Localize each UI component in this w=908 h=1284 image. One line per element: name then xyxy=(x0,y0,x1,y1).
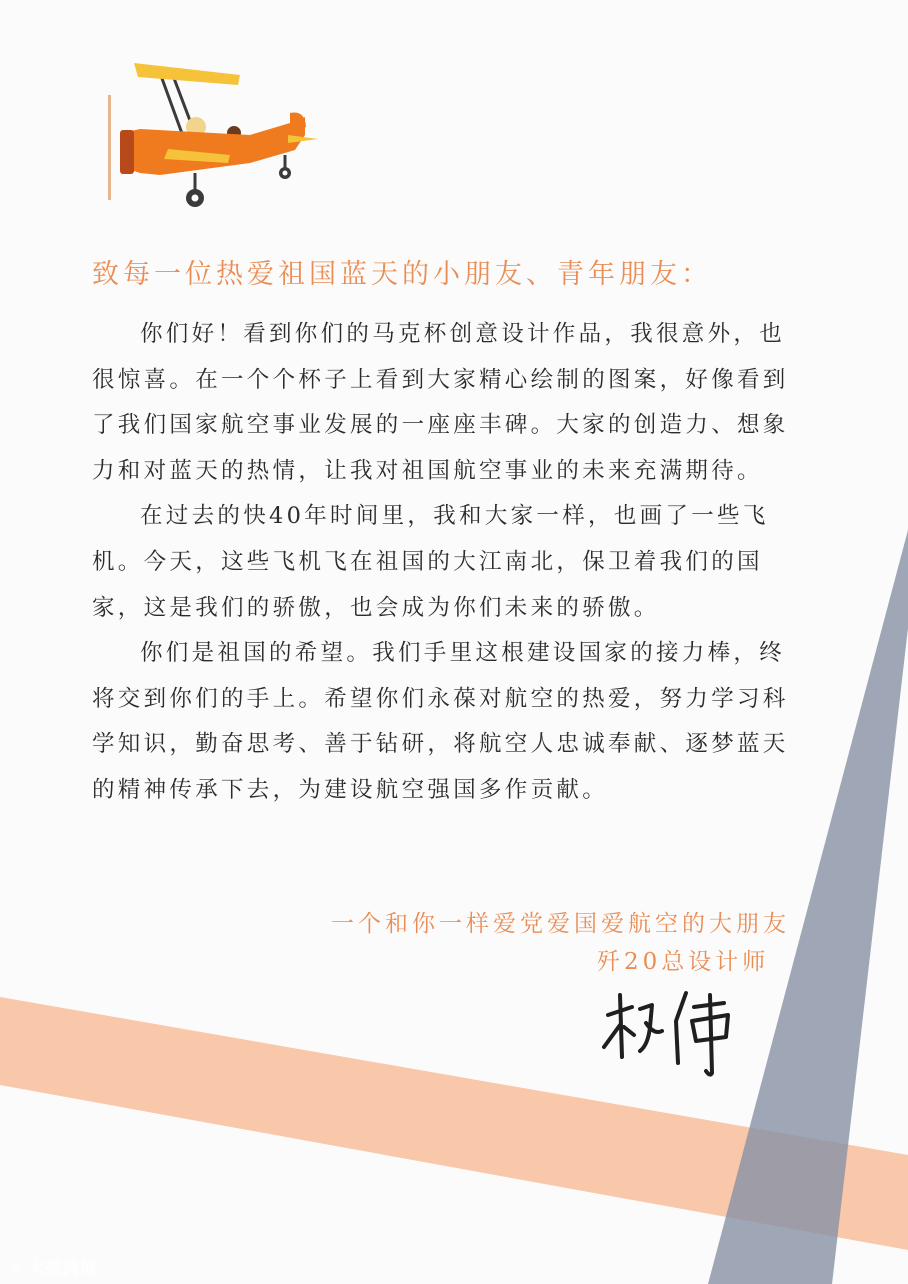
handwritten-signature xyxy=(590,985,750,1085)
biplane-icon xyxy=(100,55,330,215)
watermark-text: 大數跨境 xyxy=(28,1259,97,1279)
letter-paragraph: 在过去的快40年时间里，我和大家一样，也画了一些飞机。今天，这些飞机飞在祖国的大江南北，保卫着我们的国家，这是我们的骄傲，也会成为你们未来的骄傲。 xyxy=(92,503,769,621)
letter-paragraph: 你们是祖国的希望。我们手里这根建设国家的接力棒，终将交到你们的手上。希望你们永葆对航空的热爱，努力学习科学知识，勤奋思考、善于钻研，将航空人忠诚奉献、逐梦蓝天的精神传承下去，为建设航空强国多作贡献。 xyxy=(92,640,789,803)
signoff-line: 一个和你一样爱党爱国爱航空的大朋友 xyxy=(331,911,790,937)
letter-body xyxy=(92,312,804,814)
signoff-title: 歼20总设计师 xyxy=(597,949,770,975)
watermark xyxy=(10,1254,97,1279)
infinity-logo-icon: ∞ xyxy=(10,1257,23,1276)
letter-greeting: 致每一位热爱祖国蓝天的小朋友、青年朋友： xyxy=(92,259,712,290)
letter-paragraph: 你们好！看到你们的马克杯创意设计作品，我很意外，也很惊喜。在一个个杯子上看到大家精心绘制的图案，好像看到了我们国家航空事业发展的一座座丰碑。大家的创造力、想象力和对蓝天的热情，让我对祖国航空事业的未来充满期待。 xyxy=(92,321,789,484)
